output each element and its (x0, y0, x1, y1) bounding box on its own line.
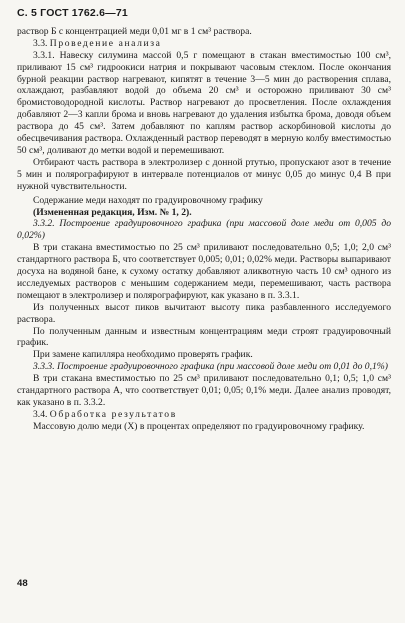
paragraph: В три стакана вместимостью по 25 см³ приливают последовательно 0,1; 0,5; 1,0 см³ стандартного раствора А, что соответствует 0,01; 0,05; 0,1% меди. Далее анализ проводят, как указано в п. 3.3.2. (17, 373, 391, 408)
section-title: Проведение анализа (49, 37, 162, 49)
paragraph: Содержание меди находят по градуировочному графику (33, 194, 263, 206)
paragraph: Из полученных высот пиков вычитают высоту пика разбавленного исследуемого раствора. (17, 301, 391, 325)
paragraph: Массовую долю меди (X) в процентах определяют по градуировочному графику. (33, 420, 365, 432)
section-number: 3.4. (33, 408, 48, 420)
subsection-title-3-3-3: 3.3.3. Построение градуировочного графика (при массовой доле меди от 0,01 до 0,1%) (33, 361, 388, 373)
section-title: Обработка результатов (49, 408, 177, 420)
section-heading-3-4 (17, 409, 391, 421)
page-header: С. 5 ГОСТ 1762.6—71 (17, 7, 128, 19)
paragraph: Отбирают часть раствора в электролизер с донной ртутью, пропускают азот в течение 5 мин и полярографируют в интервале потенциалов от минус 0,05 до минус 0,4 В при нужной чувствительности. (17, 156, 391, 192)
paragraph: раствор Б с концентрацией меди 0,01 мг в 1 см³ раствора. (17, 25, 252, 37)
paragraph-3-3-1: 3.3.1. Навеску силумина массой 0,5 г помещают в стакан вместимостью 100 см³, приливают 15 см³ гидроокиси натрия и покрывают часовым стеклом. После окончания бурной реакции раствор нагревают, кипятят в течение 3—5 мин до растворения сплава, охлаждают, разбавляют водой до объема 20 см³ и осторожно приливают 30 см³ бромистоводородной кислоты. Раствор нагревают до просветления. После охлаждения добавляют 2—3 капли брома и вновь нагревают до удаления избытка брома, доводя объем раствора до 45 см³. Затем добавляют по каплям раствор аскорбиновой кислоты до обесцвечивания раствора. Охлажденный раствор переводят в мерную колбу вместимостью 50 см³, доливают до метки водой и перемешивают. (17, 49, 391, 156)
paragraph: По полученным данным и известным концентрациям меди строят градуировочный график. (17, 325, 391, 349)
section-heading-3-3 (17, 38, 391, 50)
edit-note: (Измененная редакция, Изм. № 1, 2). (33, 206, 192, 218)
section-number: 3.3. (33, 37, 48, 49)
subsection-title-3-3-2: 3.3.2. Построение градуировочного графика (при массовой доле меди от 0,005 до 0,02%) (17, 218, 391, 242)
paragraph: В три стакана вместимостью по 25 см³ приливают последовательно 0,5; 1,0; 2,0 см³ стандартного раствора Б, что соответствует 0,005; 0,01; 0,02% меди. Растворы выпаривают досуха на водяной бане, к сухому остатку добавляют аликвотную часть 10 см³ одного из исследуемых растворов с меньшим содержанием меди, перемешивают, часть раствора помещают в электролизер и полярографируют, как указано в п. 3.3.1. (17, 242, 391, 301)
paragraph: При замене капилляра необходимо проверять график. (33, 349, 253, 361)
page-number: 48 (17, 578, 28, 589)
